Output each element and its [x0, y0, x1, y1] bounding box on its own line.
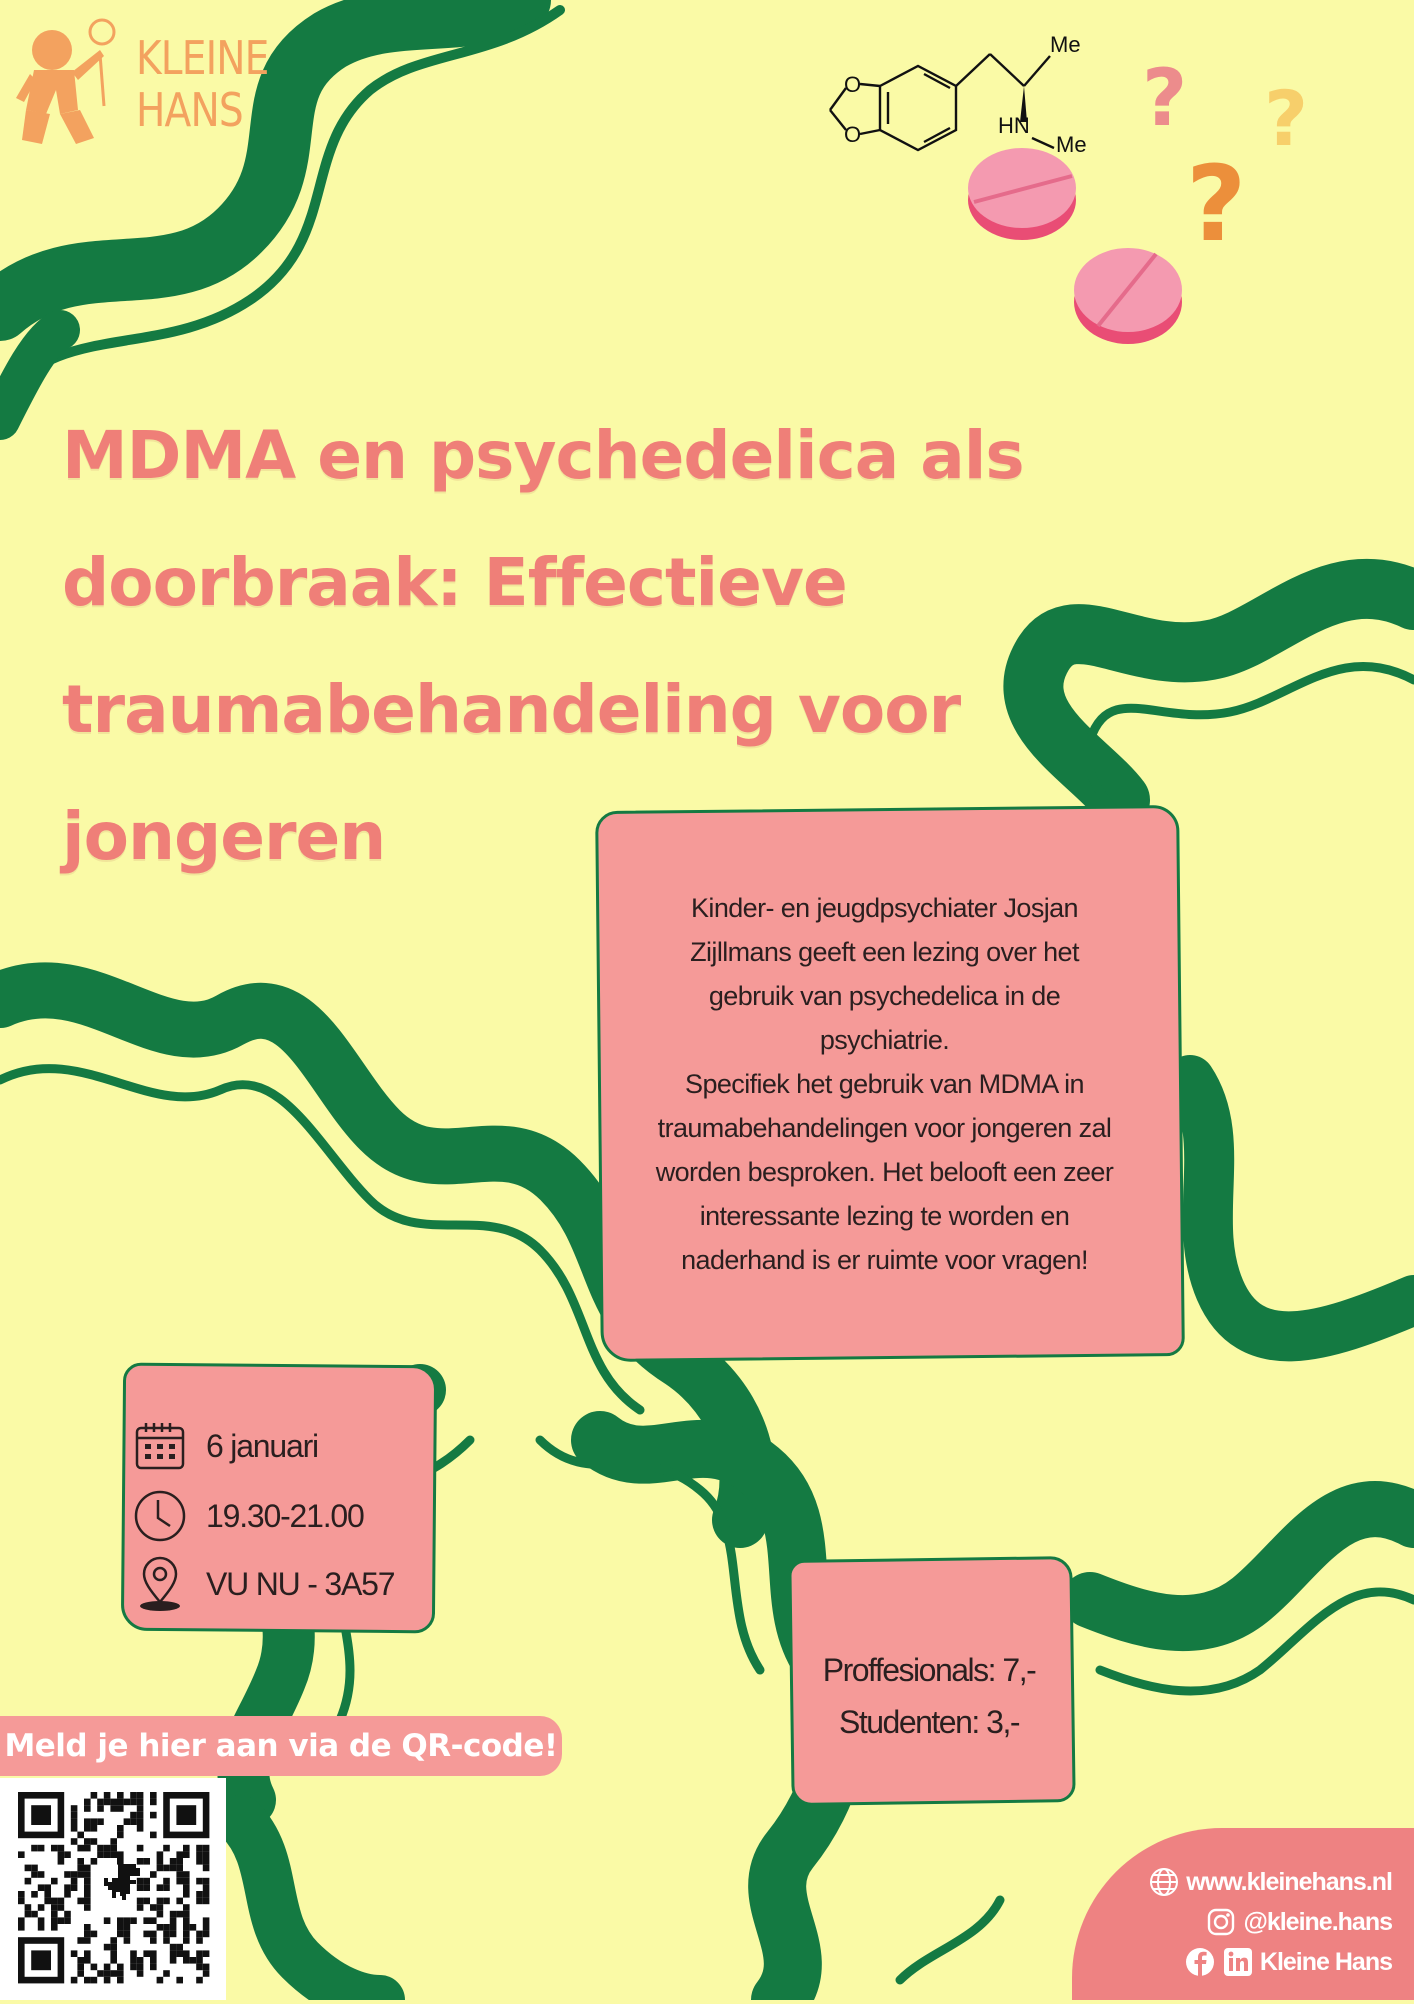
logo-line-2: HANS	[136, 83, 243, 137]
linkedin-icon	[1222, 1946, 1254, 1978]
facebook-icon	[1184, 1946, 1216, 1978]
label-me-bottom: Me	[1056, 132, 1087, 157]
description-line: naderhand is er ruimte voor vragen!	[681, 1245, 1088, 1275]
location-pin-icon	[132, 1556, 188, 1612]
description-line: traumabehandelingen voor jongeren zal	[657, 1113, 1112, 1143]
description-line: gebruik van psychedelica in de	[708, 981, 1061, 1011]
event-date	[132, 1418, 432, 1474]
logo-text	[136, 32, 269, 136]
instagram-icon	[1205, 1906, 1237, 1938]
title-line: jongeren	[62, 798, 386, 875]
calendar-icon	[132, 1418, 188, 1474]
event-location-text: VU NU - 3A57	[206, 1565, 395, 1602]
description-text	[612, 886, 1157, 1282]
child-illustration-icon	[16, 10, 126, 150]
event-time	[132, 1488, 432, 1544]
globe-icon	[1148, 1866, 1180, 1898]
brand-logo[interactable]	[16, 10, 269, 150]
question-mark-icon: ?	[1142, 54, 1188, 144]
price-professionals: Proffesionals: 7,-	[822, 1652, 1036, 1688]
question-mark-icon: ?	[1186, 143, 1247, 265]
price-students: Studenten: 3,-	[838, 1704, 1020, 1740]
description-line: Specifiek het gebruik van MDMA in	[685, 1069, 1084, 1099]
description-line: psychiatrie.	[819, 1025, 950, 1055]
label-hn: HN	[998, 113, 1030, 138]
registration-qr-code[interactable]	[0, 1778, 226, 2000]
logo-line-1: KLEINE	[136, 31, 269, 85]
pills-illustration	[960, 40, 1330, 360]
title-line: MDMA en psychedelica als	[62, 417, 1024, 494]
svg-text:O: O	[844, 72, 862, 97]
title-line: doorbraak: Effectieve	[62, 544, 847, 621]
description-line: Zijllmans geeft een lezing over het	[690, 937, 1079, 967]
description-line: interessante lezing te worden en	[699, 1201, 1070, 1231]
facebook-linkedin-text: Kleine Hans	[1259, 1947, 1392, 1976]
pill-2-icon	[1074, 248, 1182, 344]
description-line: worden besproken. Het belooft een zeer	[655, 1157, 1114, 1187]
website-link[interactable]	[1148, 1864, 1392, 1900]
instagram-text: @kleine.hans	[1243, 1907, 1392, 1936]
description-line: Kinder- en jeugdpsychiater Josjan	[691, 893, 1078, 923]
question-mark-icon: ?	[1264, 74, 1309, 163]
title-line: traumabehandeling voor	[62, 671, 961, 748]
event-location	[132, 1556, 432, 1612]
register-cta[interactable]: Meld je hier aan via de QR-code!	[0, 1716, 562, 1776]
facebook-linkedin-link[interactable]	[1184, 1944, 1392, 1980]
label-me-top: Me	[1050, 32, 1081, 57]
event-time-text: 19.30-21.00	[206, 1497, 364, 1534]
pill-1-icon	[968, 148, 1076, 240]
instagram-link[interactable]	[1205, 1904, 1392, 1940]
clock-icon	[132, 1488, 188, 1544]
website-text: www.kleinehans.nl	[1186, 1867, 1392, 1896]
qr-code-icon	[0, 1778, 226, 2000]
svg-text:O: O	[844, 122, 862, 147]
event-date-text: 6 januari	[206, 1427, 318, 1464]
prices-text	[790, 1644, 1068, 1748]
